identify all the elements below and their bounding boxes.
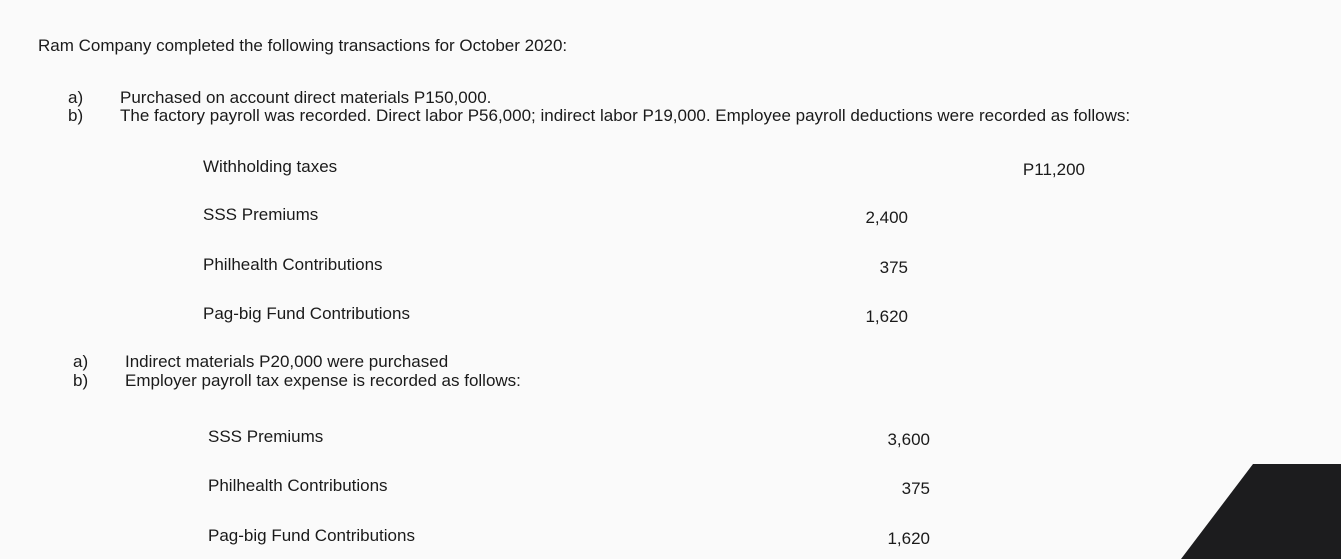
list-item-text: Purchased on account direct materials P150,000. bbox=[120, 88, 492, 107]
list-item-letter: a) bbox=[73, 352, 89, 371]
deduction-amount: 2,400 bbox=[865, 208, 908, 227]
employer-label: Pag-big Fund Contributions bbox=[208, 526, 415, 545]
list-item-letter: b) bbox=[68, 106, 84, 125]
intro-text: Ram Company completed the following transactions for October 2020: bbox=[38, 36, 568, 55]
corner-shadow-shape bbox=[1181, 464, 1341, 559]
deduction-amount: 1,620 bbox=[865, 307, 908, 326]
deduction-label: Philhealth Contributions bbox=[203, 255, 383, 274]
deduction-label: Pag-big Fund Contributions bbox=[203, 304, 410, 323]
list-item-text: Employer payroll tax expense is recorded as follows: bbox=[125, 371, 521, 390]
employer-label: SSS Premiums bbox=[208, 427, 324, 446]
list-item-text: Indirect materials P20,000 were purchased bbox=[125, 352, 449, 371]
deduction-label: SSS Premiums bbox=[203, 205, 319, 224]
employer-amount: 3,600 bbox=[887, 430, 930, 449]
list-item-letter: a) bbox=[68, 88, 84, 107]
employer-label: Philhealth Contributions bbox=[208, 476, 388, 495]
employer-amount: 375 bbox=[901, 479, 930, 498]
list-item-text: The factory payroll was recorded. Direct labor P56,000; indirect labor P19,000. Employee payroll deductions were recorded as follows: bbox=[120, 106, 1131, 125]
deduction-amount: 375 bbox=[879, 258, 908, 277]
deduction-amount: P11,200 bbox=[1022, 160, 1085, 179]
deduction-label: Withholding taxes bbox=[203, 157, 338, 176]
employer-amount: 1,620 bbox=[887, 529, 930, 548]
list-item-letter: b) bbox=[73, 371, 89, 390]
